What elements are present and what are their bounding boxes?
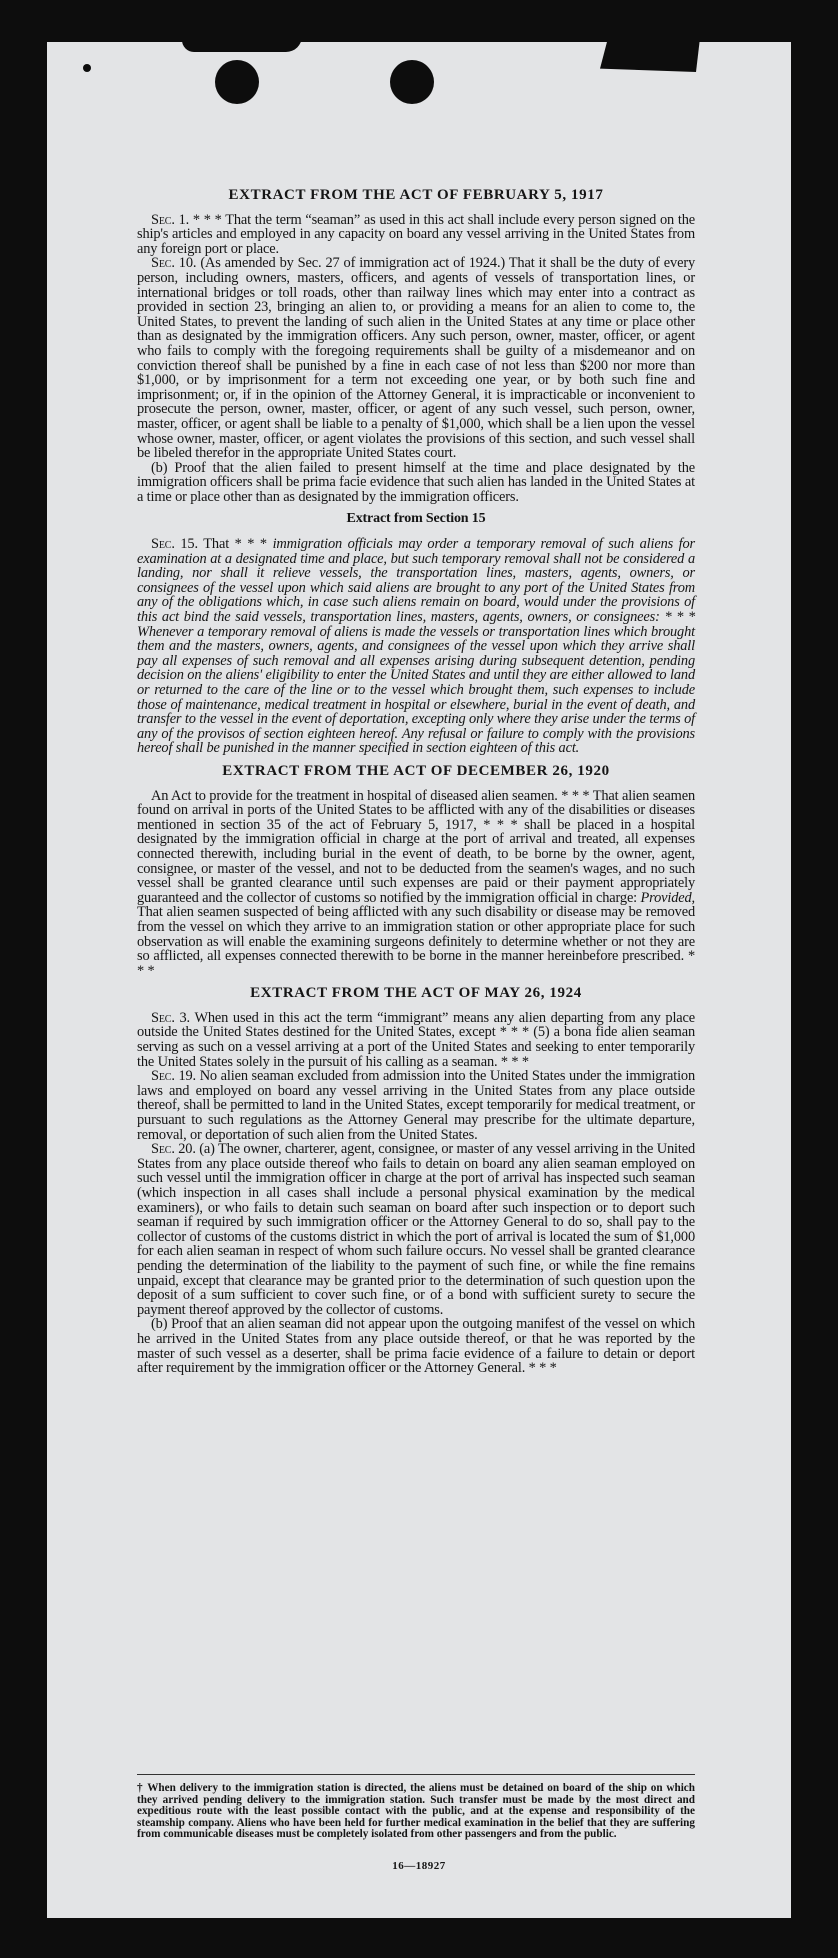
torn-edge-top-right xyxy=(600,42,700,72)
document-page xyxy=(47,42,791,1918)
paragraph-lead: That * * * xyxy=(203,536,267,553)
paragraph-sec-10 xyxy=(137,256,695,460)
ink-spot xyxy=(83,64,91,72)
paragraph-sec-15 xyxy=(137,537,695,756)
heading-act-1924: EXTRACT FROM THE ACT OF MAY 26, 1924 xyxy=(250,985,582,1002)
section-label: Sec. 19. xyxy=(151,1068,196,1085)
paragraph-sec-20-b: (b) Proof that an alien seaman did not appear upon the outgoing manifest of the vessel on which he arrived in the United States from any place outside thereof, or that he was reported by the master of such vessel as a deserter, shall be prima facie evidence of a failure to detain or deport after requirement by the immigration officer or the Attorney General. * * * xyxy=(137,1316,695,1377)
heading-act-1920: EXTRACT FROM THE ACT OF DECEMBER 26, 1920 xyxy=(222,762,610,779)
paragraph-sec-10-b: (b) Proof that the alien failed to present himself at the time and place designated by the immigration officers shall be prima facie evidence that such alien has landed in the United States at a time or place other than as designated by the immigration officers. xyxy=(137,459,695,505)
heading-section-15: Extract from Section 15 xyxy=(346,511,486,527)
paragraph-sec-3 xyxy=(137,1011,695,1069)
paragraph-text: (As amended by Sec. 27 of immigration act of 1924.) That it shall be the duty of every person, including owners, masters, officers, and agents of vessels of transportation lines, or international bridges or toll roads, other than railway lines which may enter into a contract as provided in section 23, bringing an alien to, or providing a means for an alien to come to, the United States, to prevent the landing of such alien in the United States at any time or place other than as designated by the immigration officers. Any such person, owner, master, officer, or agent who fails to comply with the foregoing requirements shall be guilty of a misdemeanor and on conviction thereof shall be punished by a fine in each case of not less than $200 nor more than $1,000, or by imprisonment for a term not exceeding one year, or by both such fine and imprisonment; or, if in the opinion of the Attorney General, it is impracticable or inconvenient to prosecute the person, owner, master, officer, or agent of any such vessel, such person, owner, master, officer, or agent shall be liable to a penalty of $1,000, which shall be a lien upon the vessel whose owner, master, officer, or agent violates the provisions of this section, and such vessel shall be libeled therefor in the appropriate United States court. xyxy=(137,255,696,462)
section-label: Sec. 10. xyxy=(151,255,197,272)
paragraph-sec-1 xyxy=(137,213,695,257)
paragraph-text: An Act to provide for the treatment in hospital of diseased alien seamen. * * * That alien seamen found on arrival in ports of the United States to be afflicted with any of the disabilities or diseases mentioned in section 35 of the act of February 5, 1917, * * * shall be placed in a hospital designated by the immigration official in charge at the port of arrival and treated, all expenses connected therewith, including burial in the event of death, to be borne by the owner, agent, consignee, or master of the vessel, and not to be deducted from the seamen's wages, and no such vessel shall be granted clearance until such expenses are paid or their payment appropriately guaranteed and the collector of customs so notified by the immigration official in charge: xyxy=(137,787,695,906)
paragraph-text: (a) The owner, charterer, agent, consignee, or master of any vessel arriving in the United States from any place outside thereof who fails to detain on board any alien seaman employed on such vessel until the immigration officer in charge at the port of arrival has inspected such seaman (which inspection in all cases shall include a personal physical examination by the medical examiners), or who fails to detain such seaman on board after such inspection or to deport such seaman if required by such immigration officer or the Attorney General to do so, shall pay to the collector of customs of the customs district in which the port of arrival is located the sum of $1,000 for each alien seaman in respect of whom such failure occurs. No vessel shall be granted clearance pending the determination of the liability to the payment of such fine, or while the fine remains unpaid, except that clearance may be granted prior to the determination of such question upon the deposit of a sum sufficient to cover such fine, or of a bond with sufficient surety to secure the payment thereof approved by the collector of customs. xyxy=(137,1141,695,1318)
paragraph-text: No alien seaman excluded from admission into the United States under the immigration laws and employed on board any vessel arriving in the United States from any place outside thereof, shall be permitted to land in the United States, except temporarily for medical treatment, or pursuant to such regulations as the Attorney General may prescribe for the ultimate departure, removal, or deportation of such alien from the United States. xyxy=(137,1068,696,1143)
footnote: † When delivery to the immigration station is directed, the aliens must be detained on board of the ship on which they arrived pending delivery to the immigration station. Such transfer must be made by the most direct and expeditious route with the least possible contact with the public, and at the expense and responsibility of the steamship company. Aliens who have been held for further medical examination in the belief that they are suffering from communicable diseases must be completely isolated from other passengers and from the public. xyxy=(137,1774,695,1841)
section-label: Sec. 1. xyxy=(151,211,190,228)
section-label: Sec. 3. xyxy=(151,1009,190,1026)
paragraph-sec-20 xyxy=(137,1142,695,1317)
paragraph-text: immigration officials may order a temporary removal of such aliens for examination at a designated time and place, but such temporary removal shall not be considered a landing, nor shall it relieve vessels, the transportation lines, masters, agents, owners, or consignees of the vessel upon which said aliens are brought to any port of the United States from any of the obligations which, in case such aliens remain on board, would under the provisions of this act bind the said vessels, transportation lines, masters, agents, owners, or consignees: * * * Whenever a temporary removal of aliens is made the vessels or transportation lines which brought them and the masters, owners, agents, and consignees of the vessel upon which they arrive shall pay all expenses of such removal and all expenses arising during subsequent detention, pending decision on the aliens' eligibility to enter the United States and until they are either allowed to land or returned to the care of the line or to the vessel which brought them, such expenses to include those of maintenance, medical treatment in hospital or elsewhere, burial in the event of death, and transfer to the vessel in the event of deportation, excepting only where they arise under the terms of any of the provisos of section eighteen hereof. Any refusal or failure to comply with the provisions hereof shall be punished in the manner specified in section eighteen of this act. xyxy=(137,536,696,757)
paragraph-sec-19 xyxy=(137,1069,695,1142)
paragraph-text: * * * That the term “seaman” as used in this act shall include every person signed on the ship's articles and employed in any capacity on board any vessel arriving in the United States from any foreign port or place. xyxy=(137,211,695,257)
proviso-label: Provided, xyxy=(640,889,696,906)
paragraph-text: That alien seamen suspected of being afflicted with any such disability or disease may be removed from the vessel on which they arrive to an immigration station or other appropriate place for such observation as will enable the examining surgeons definitely to determine whether or not they are so afflicted, all expenses connected therewith to be borne in the manner hereinbefore prescribed. * * * xyxy=(137,904,695,979)
paragraph-text: When used in this act the term “immigrant” means any alien departing from any place outside the United States destined for the United States, except * * * (5) a bona fide alien seaman serving as such on a vessel arriving at a port of the United States and seeking to enter temporarily the United States solely in the pursuit of his calling as a seaman. * * * xyxy=(137,1009,696,1070)
heading-act-1917: EXTRACT FROM THE ACT OF FEBRUARY 5, 1917 xyxy=(228,187,604,203)
torn-edge-top xyxy=(182,42,302,52)
section-label: Sec. 20. xyxy=(151,1141,196,1158)
page-number: 16—18927 xyxy=(392,1860,446,1872)
section-label: Sec. 15. xyxy=(151,536,198,553)
document-body xyxy=(137,188,695,1376)
punch-hole-left xyxy=(215,60,259,104)
paragraph-act-1920 xyxy=(137,789,695,979)
punch-hole-right xyxy=(390,60,434,104)
